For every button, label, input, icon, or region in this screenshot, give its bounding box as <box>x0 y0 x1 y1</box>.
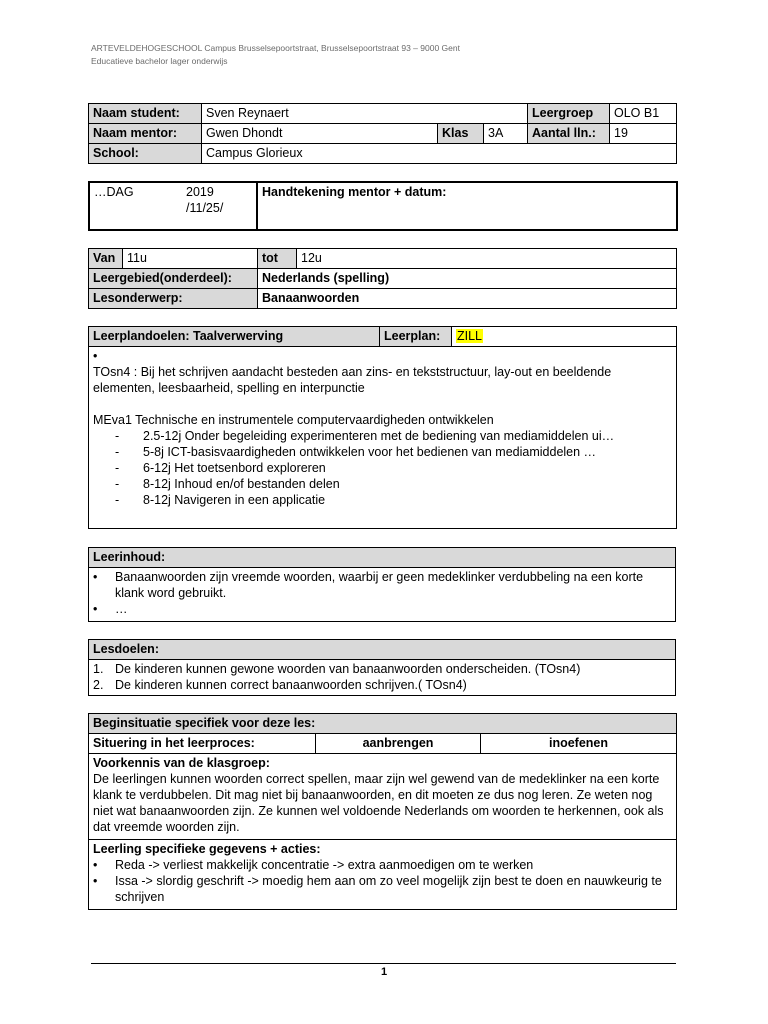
program-name: Educatieve bachelor lager onderwijs <box>91 56 228 66</box>
leerplan-value-cell <box>452 327 677 347</box>
meva1-text: MEva1 Technische en instrumentele computervaardigheden ontwikkelen <box>93 413 494 427</box>
tosn4-text: TOsn4 : Bij het schrijven aandacht besteden aan zins- en tekststructuur, lay-out en beeldende elementen, leesbaarheid, spelling en interpunctie <box>93 365 612 395</box>
leergroep-value: OLO B1 <box>610 104 677 124</box>
empty-bullet: • <box>93 349 98 363</box>
day-text: …DAG <box>94 185 134 199</box>
footer-divider <box>91 963 676 964</box>
list-item: - 8-12j Inhoud en/of bestanden delen <box>115 477 340 491</box>
naam-mentor-value: Gwen Dhondt <box>202 124 438 144</box>
lesdoelen-body <box>89 660 676 696</box>
inoefenen-cell: inoefenen <box>481 734 677 754</box>
year-text: 2019 <box>186 185 214 199</box>
beginsituatie-title: Beginsituatie specifiek voor deze les: <box>89 714 677 734</box>
leerplan-value: ZILL <box>457 329 483 343</box>
list-item: 1. De kinderen kunnen gewone woorden van banaanwoorden onderscheiden. (TOsn4) <box>93 662 581 676</box>
date-signature-box <box>88 181 678 231</box>
voorkennis-cell <box>89 754 677 840</box>
situering-label: Situering in het leerproces: <box>89 734 316 754</box>
date-text <box>186 184 223 216</box>
leerinhoud-table <box>88 547 676 622</box>
specifiek-cell <box>89 840 677 910</box>
klas-label: Klas <box>438 124 484 144</box>
leergroep-label: Leergroep <box>528 104 610 124</box>
list-item: - 8-12j Navigeren in een applicatie <box>115 493 326 507</box>
voorkennis-text: De leerlingen kunnen woorden correct spellen, maar zijn wel gewend van de medeklinker na een korte klank te verdubbelen. Dit mag niet bij banaanwoorden, en dit moeten ze dus nog leren. Ze weten nog niet wat banaanwoorden zijn. Ze kunnen wel voldoende Nederlands om woorden te herkennen, ook als dat vreemde woorden zijn. <box>93 772 664 834</box>
date-rest-text: /11/25/ <box>186 201 224 215</box>
aantal-label: Aantal lln.: <box>528 124 610 144</box>
list-item: • … <box>93 602 128 616</box>
list-item: - 6-12j Het toetsenbord exploreren <box>115 461 326 475</box>
lesdoelen-title: Lesdoelen: <box>89 640 676 660</box>
leergebied-value: Nederlands (spelling) <box>258 269 677 289</box>
tot-value: 12u <box>297 249 677 269</box>
tot-label: tot <box>258 249 297 269</box>
lesonderwerp-value: Banaanwoorden <box>258 289 677 309</box>
leerinhoud-body <box>89 568 676 622</box>
list-item: • Issa -> slordig geschrift -> moedig hem aan om zo veel mogelijk zijn best te doen en nauwkeurig te schrijven <box>93 874 662 904</box>
beginsituatie-table <box>88 713 677 910</box>
van-value: 11u <box>123 249 258 269</box>
voorkennis-title: Voorkennis van de klasgroep: <box>93 756 270 770</box>
lesdoelen-table <box>88 639 676 696</box>
leerplandoelen-title: Leerplandoelen: Taalverwerving <box>89 327 380 347</box>
document-header <box>91 42 460 68</box>
student-info-table <box>88 103 677 164</box>
page-number: 1 <box>380 966 388 978</box>
aanbrengen-cell: aanbrengen <box>316 734 481 754</box>
school-label: School: <box>89 144 202 164</box>
list-item: - 5-8j ICT-basisvaardigheden ontwikkelen voor het bedienen van mediamiddelen … <box>115 445 597 459</box>
school-value: Campus Glorieux <box>202 144 677 164</box>
list-item: - 2.5-12j Onder begeleiding experimenteren met de bediening van mediamiddelen ui… <box>115 429 615 443</box>
signature-label: Handtekening mentor + datum: <box>257 182 677 230</box>
list-item: • Reda -> verliest makkelijk concentratie -> extra aanmoedigen om te werken <box>93 858 534 872</box>
list-item: 2. De kinderen kunnen correct banaanwoorden schrijven.( TOsn4) <box>93 678 467 692</box>
van-label: Van <box>89 249 123 269</box>
naam-mentor-label: Naam mentor: <box>89 124 202 144</box>
leerinhoud-title: Leerinhoud: <box>89 548 676 568</box>
date-cell <box>89 182 257 230</box>
leerplan-label: Leerplan: <box>380 327 452 347</box>
lesson-info-table <box>88 248 677 309</box>
leergebied-label: Leergebied(onderdeel): <box>89 269 258 289</box>
leerplandoelen-table <box>88 326 677 529</box>
school-address: ARTEVELDEHOGESCHOOL Campus Brusselsepoortstraat, Brusselsepoortstraat 93 – 9000 Gent <box>91 43 460 53</box>
klas-value: 3A <box>484 124 528 144</box>
aantal-value: 19 <box>610 124 677 144</box>
specifiek-title: Leerling specifieke gegevens + acties: <box>93 842 321 856</box>
lesonderwerp-label: Lesonderwerp: <box>89 289 258 309</box>
naam-student-value: Sven Reynaert <box>202 104 528 124</box>
list-item: • Banaanwoorden zijn vreemde woorden, waarbij er geen medeklinker verdubbeling na een korte klank word gebruikt. <box>93 570 644 600</box>
naam-student-label: Naam student: <box>89 104 202 124</box>
leerplandoelen-body <box>89 347 677 529</box>
